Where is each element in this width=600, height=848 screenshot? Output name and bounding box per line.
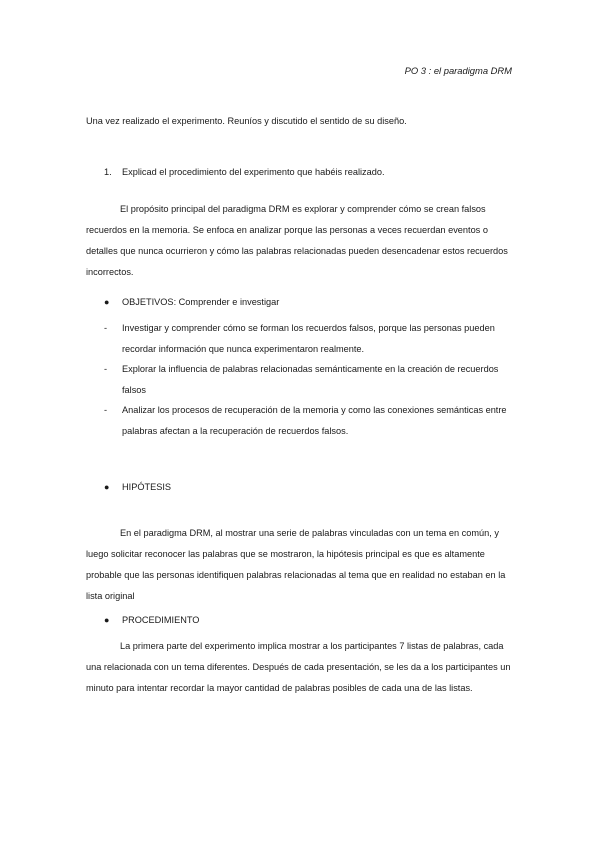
objetivos-title: OBJETIVOS: Comprender e investigar (122, 297, 280, 307)
objetivo-item (104, 400, 514, 441)
hipotesis-paragraph (86, 523, 516, 607)
objetivo-item (104, 318, 514, 359)
objetivo-item (104, 359, 514, 400)
dash-icon: - (104, 405, 108, 415)
dash-icon: - (104, 364, 108, 374)
procedimiento-title: PROCEDIMIENTO (122, 615, 200, 625)
dash-icon: - (104, 323, 108, 333)
question-number: 1. (104, 167, 112, 177)
purpose-paragraph (86, 199, 516, 283)
hipotesis-title: HIPÓTESIS (122, 482, 172, 492)
objetivo-text: Analizar los procesos de recuperación de la memoria y como las conexiones semánticas entre palabras afectan a la recuperación de recuerdos falsos. (122, 405, 507, 436)
objetivo-text: Explorar la influencia de palabras relacionadas semánticamente en la creación de recuerdos falsos (122, 364, 499, 395)
bullet-icon: ● (104, 615, 110, 625)
question-text: Explicad el procedimiento del experimento que habéis realizado. (122, 167, 385, 177)
hipotesis-text: En el paradigma DRM, al mostrar una serie de palabras vinculadas con un tema en común, y luego solicitar reconocer las palabras que se mostraron, la hipótesis principal es que es altamente probable que las personas identifiquen palabras relacionadas al tema que en realidad no estaban en la lista original (86, 528, 506, 601)
page-header: PO 3 : el paradigma DRM (404, 65, 512, 76)
intro-text: Una vez realizado el experimento. Reuníos y discutido el sentido de su diseño. (86, 116, 407, 126)
objetivo-text: Investigar y comprender cómo se forman los recuerdos falsos, porque las personas pueden recordar información que nunca experimentaron realmente. (122, 323, 495, 354)
hipotesis-heading (104, 482, 171, 492)
question-1 (104, 167, 385, 177)
procedimiento-heading (104, 615, 199, 625)
procedimiento-text: La primera parte del experimento implica mostrar a los participantes 7 listas de palabras, cada una relacionada con un tema diferentes. Después de cada presentación, se les da a los participantes un minuto para intentar recordar la mayor cantidad de palabras posibles de cada una de las listas. (86, 641, 511, 693)
purpose-text: El propósito principal del paradigma DRM es explorar y comprender cómo se crean falsos recuerdos en la memoria. Se enfoca en analizar porque las personas a veces recuerdan eventos o detalles que nunca ocurrieron y cómo las palabras relacionadas pueden desencadenar estos recuerdos incorrectos. (86, 204, 508, 277)
bullet-icon: ● (104, 482, 110, 492)
objetivos-heading (104, 297, 279, 307)
bullet-icon: ● (104, 297, 110, 307)
procedimiento-paragraph (86, 636, 516, 699)
